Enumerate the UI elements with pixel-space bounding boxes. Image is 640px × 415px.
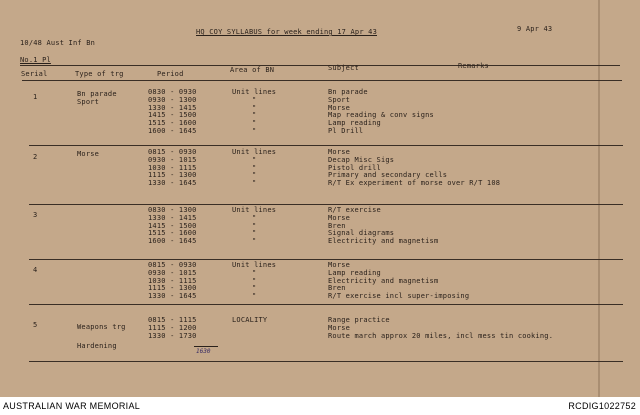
row-rule [29, 259, 623, 260]
ditto-mark: " [252, 95, 257, 104]
ditto-mark: " [252, 292, 257, 301]
col-type: Type of trg [75, 70, 124, 78]
row-period: 1415 - 1500 [148, 221, 197, 230]
row-period: 0815 - 1115 [148, 316, 197, 324]
row-subject: Morse [328, 261, 351, 269]
header-rule [20, 65, 620, 66]
archive-name: AUSTRALIAN WAR MEMORIAL [3, 401, 141, 411]
row-subject: Lamp reading [328, 119, 381, 128]
row-serial: 1 [33, 93, 38, 101]
ditto-mark: " [252, 127, 257, 135]
row-period: 1330 - 1645 [148, 292, 197, 301]
row-subject: R/T Ex experiment of morse over R/T 108 [328, 179, 501, 188]
handwritten-correction: 1630 [196, 348, 211, 355]
row-subject: Pl Drill [328, 127, 364, 135]
document-date: 9 Apr 43 [517, 25, 553, 33]
row-period: 1030 - 1115 [148, 276, 197, 285]
ditto-mark: " [252, 276, 257, 285]
row-rule [29, 361, 623, 362]
row-period: 1330 - 1730 [148, 331, 197, 340]
row-subject: Morse [328, 148, 351, 156]
row-rule [29, 204, 623, 205]
row-period: 0830 - 1300 [148, 206, 197, 214]
row-period: 0815 - 0930 [148, 261, 197, 269]
row-period: 0815 - 0930 [148, 148, 197, 156]
strikethrough-mark [194, 346, 218, 347]
row-area: Unit lines [232, 206, 277, 214]
ditto-mark: " [252, 163, 257, 172]
row-subject: Map reading & conv signs [328, 111, 434, 120]
ditto-mark: " [252, 213, 257, 222]
ditto-mark: " [252, 111, 257, 120]
row-rule [29, 304, 623, 305]
row-subject: Decap Misc Sigs [328, 155, 395, 164]
row-type: Sport [77, 97, 100, 106]
row-subject: Signal diagrams [328, 229, 395, 238]
row-subject: Morse [328, 213, 351, 222]
archive-id: RCDIG1022752 [568, 401, 636, 411]
row-period: 1600 - 1645 [148, 127, 197, 135]
row-area: Unit lines [232, 148, 277, 156]
row-period: 1600 - 1645 [148, 237, 197, 246]
ditto-mark: " [252, 284, 257, 293]
row-rule [29, 145, 623, 146]
row-period: 0830 - 0930 [148, 88, 197, 96]
platoon-label: No.1 Pl [20, 56, 51, 64]
row-serial: 2 [33, 153, 38, 161]
row-period: 1515 - 1600 [148, 119, 197, 128]
ditto-mark: " [252, 268, 257, 277]
unit-name: 10/48 Aust Inf Bn [20, 39, 96, 47]
row-area: Unit lines [232, 88, 277, 96]
row-subject: Bren [328, 284, 346, 293]
ditto-mark: " [252, 171, 257, 180]
row-subject: Electricity and magnetism [328, 276, 439, 285]
row-subject: Route march approx 20 miles, incl mess tin cooking. [328, 331, 554, 340]
row-period: 1115 - 1300 [148, 171, 197, 180]
row-serial: 4 [33, 266, 38, 274]
page-fold [598, 0, 600, 397]
col-area: Area of BN [230, 66, 275, 74]
row-subject: Electricity and magnetism [328, 237, 439, 246]
row-subject: Lamp reading [328, 268, 381, 277]
ditto-mark: " [252, 155, 257, 164]
row-subject: Bren [328, 221, 346, 230]
col-subject: Subject [328, 64, 359, 72]
document-title: HQ COY SYLLABUS for week ending 17 Apr 43 [196, 28, 377, 36]
row-subject: R/T exercise incl super-imposing [328, 292, 470, 301]
row-period: 1415 - 1500 [148, 111, 197, 120]
row-period: 1030 - 1115 [148, 163, 197, 172]
row-period: 0930 - 1015 [148, 155, 197, 164]
row-subject: Primary and secondary cells [328, 171, 448, 180]
column-rule [22, 80, 622, 81]
row-type: Bn parade [77, 90, 117, 98]
row-area: Unit lines [232, 261, 277, 269]
ditto-mark: " [252, 103, 257, 112]
row-area: LOCALITY [232, 316, 268, 324]
ditto-mark: " [252, 119, 257, 128]
row-period: 0930 - 1015 [148, 268, 197, 277]
row-period: 1115 - 1200 [148, 323, 197, 332]
row-period: 1515 - 1600 [148, 229, 197, 238]
col-serial: Serial [21, 70, 48, 78]
row-type: Morse [77, 150, 100, 158]
row-period: 1330 - 1415 [148, 213, 197, 222]
archive-footer [0, 397, 640, 415]
row-subject: Sport [328, 95, 351, 104]
ditto-mark: " [252, 237, 257, 246]
row-subject: R/T exercise [328, 206, 381, 214]
row-period: 0930 - 1300 [148, 95, 197, 104]
row-serial: 5 [33, 321, 38, 329]
row-subject: Morse [328, 323, 351, 332]
row-period: 1330 - 1415 [148, 103, 197, 112]
col-period: Period [157, 70, 184, 78]
row-period: 1115 - 1300 [148, 284, 197, 293]
ditto-mark: " [252, 221, 257, 230]
row-type: Weapons trg [77, 323, 126, 331]
ditto-mark: " [252, 179, 257, 188]
row-subject: Range practice [328, 316, 390, 324]
row-serial: 3 [33, 211, 38, 219]
row-type: Hardening [77, 342, 117, 350]
ditto-mark: " [252, 229, 257, 238]
row-period: 1330 - 1645 [148, 179, 197, 188]
row-subject: Bn parade [328, 88, 368, 96]
row-subject: Pistol drill [328, 163, 381, 172]
col-remarks: Remarks [458, 62, 489, 70]
row-subject: Morse [328, 103, 351, 112]
